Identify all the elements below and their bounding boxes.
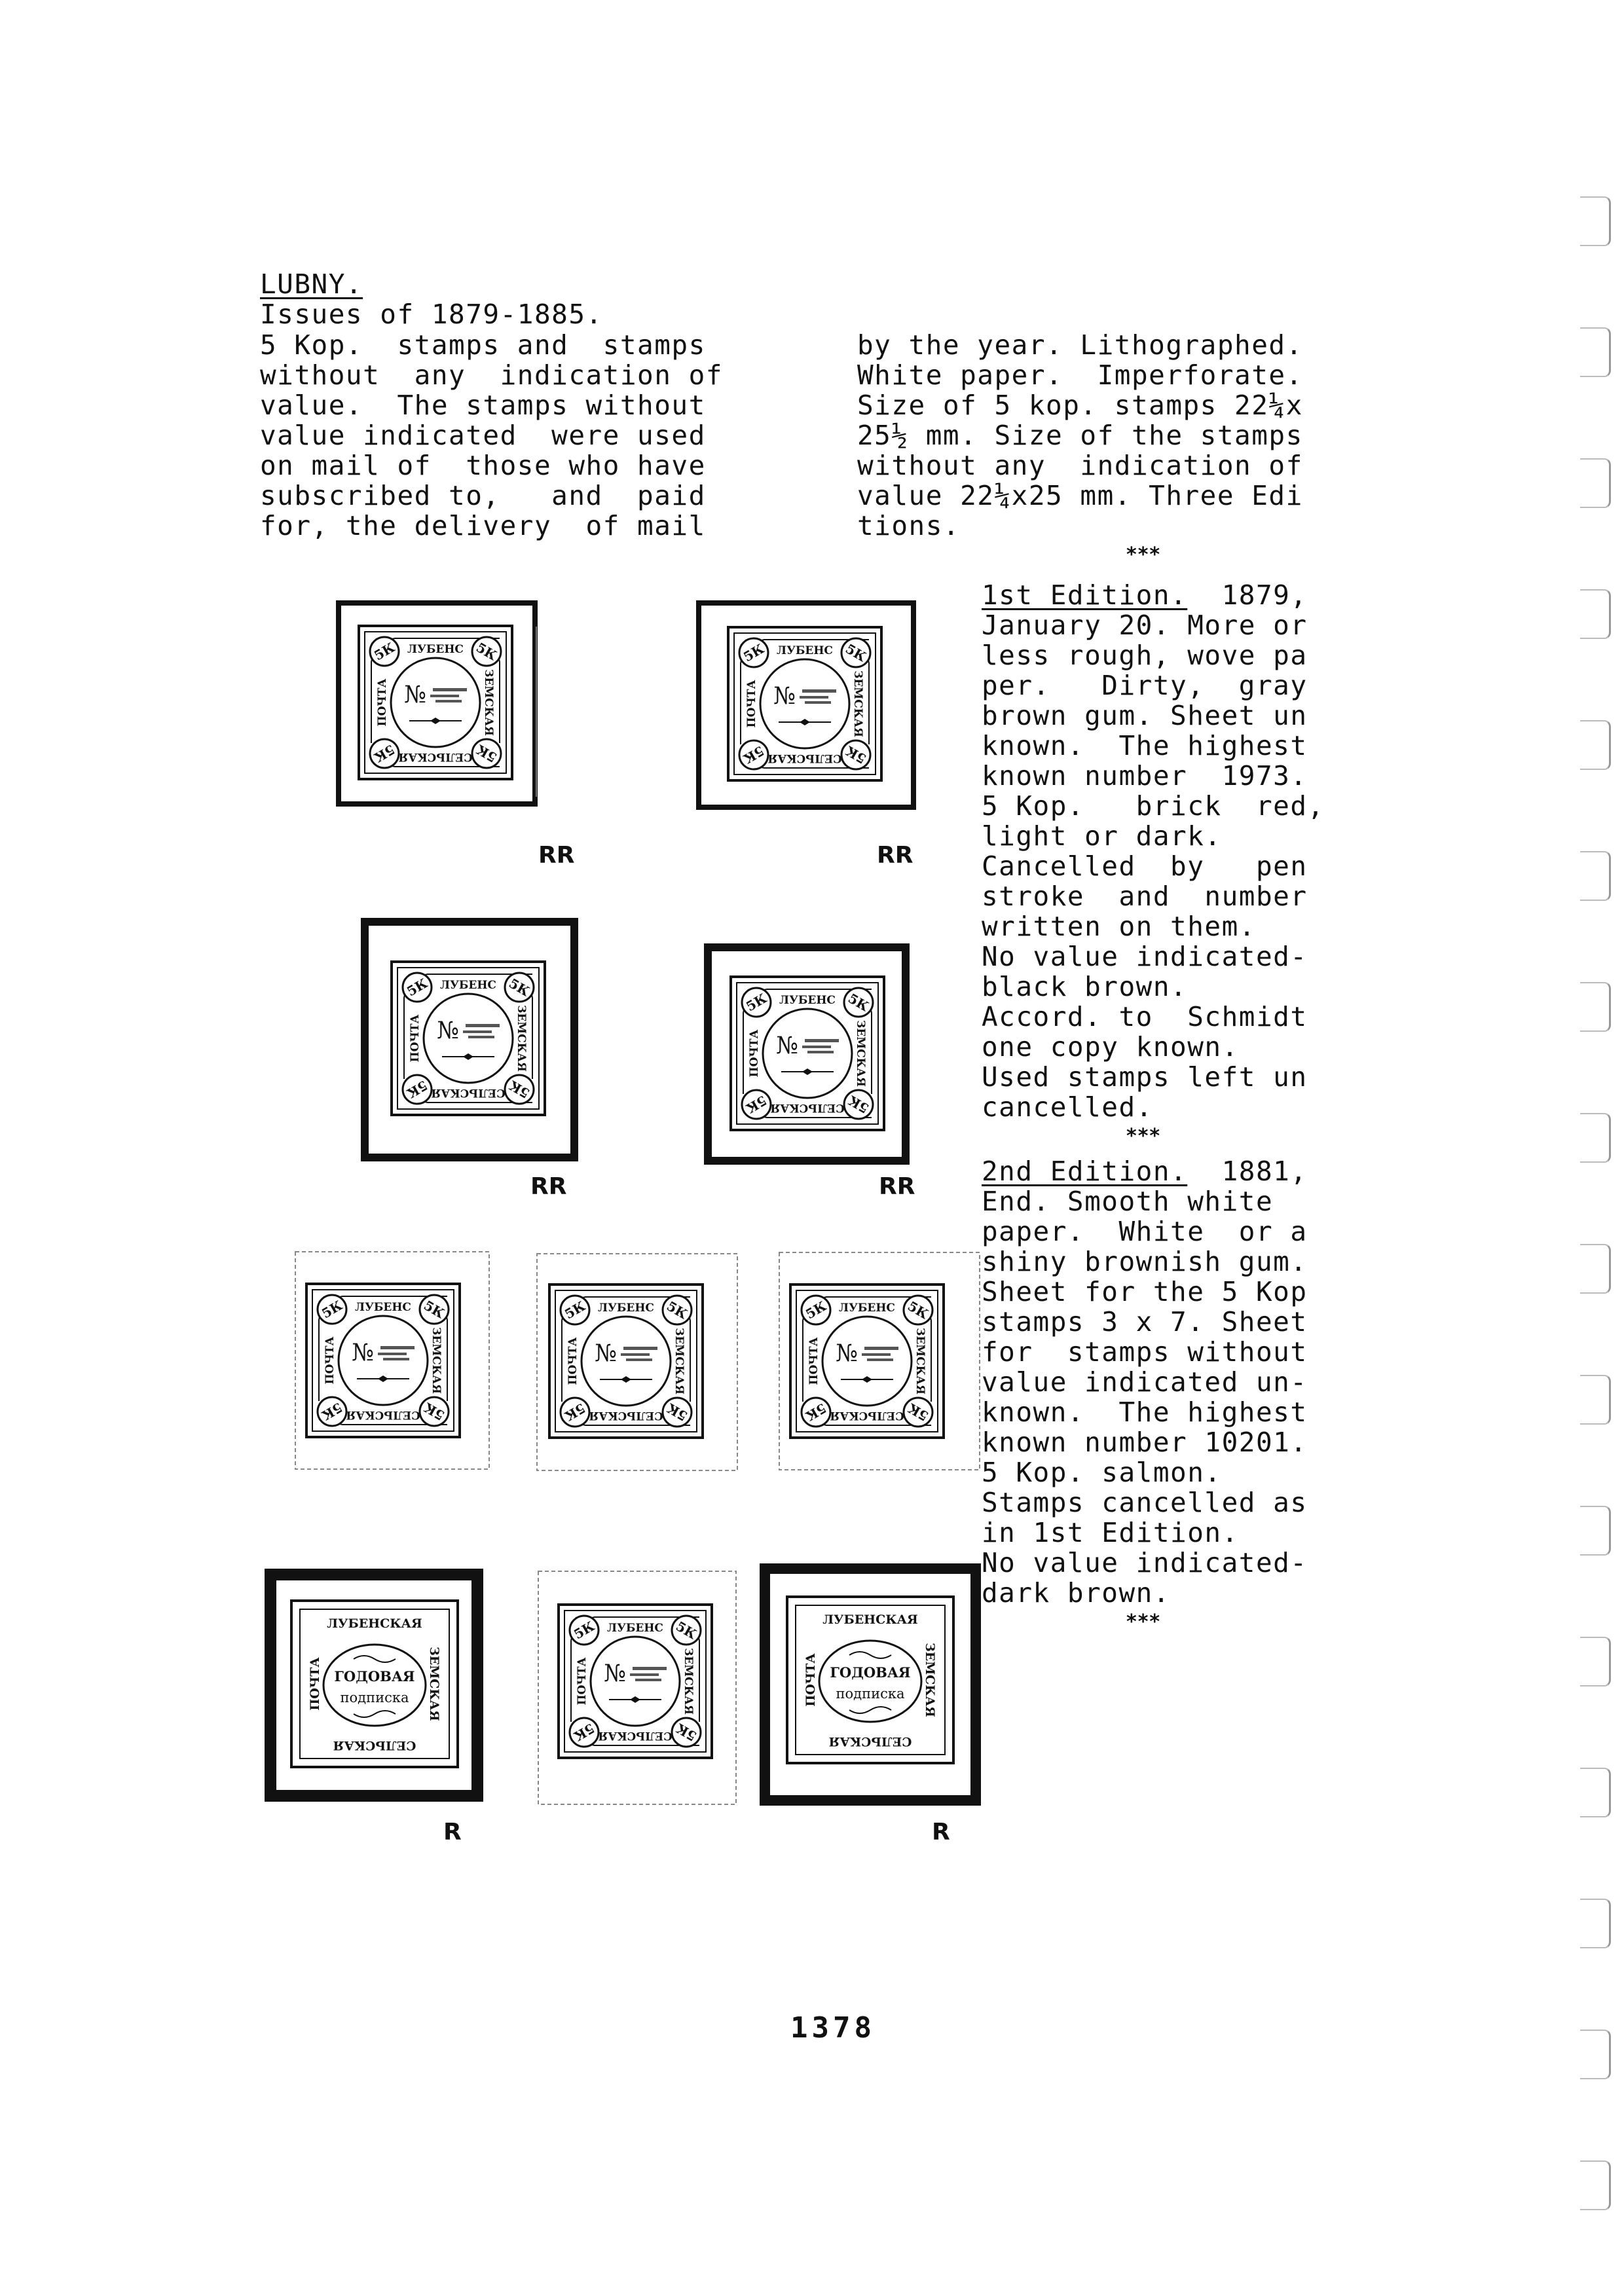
intro-left-line: on mail of those who have xyxy=(260,450,706,481)
intro-left-line: value. The stamps without xyxy=(260,390,706,421)
edition-2-line: End. Smooth white xyxy=(982,1186,1274,1217)
edition-1-line: stroke and number xyxy=(982,881,1308,912)
edition-2-line: No value indicated- xyxy=(982,1547,1308,1578)
rarity-mark: R xyxy=(443,1819,462,1846)
binding-tab xyxy=(1580,1375,1611,1425)
edition-2-line: stamps 3 x 7. Sheet xyxy=(982,1306,1308,1338)
binding-tab xyxy=(1580,1899,1611,1948)
stamp-image xyxy=(778,1251,981,1471)
binding-tab xyxy=(1580,982,1611,1032)
edition-1-title: 1st Edition. xyxy=(982,579,1188,611)
page-number: 1378 xyxy=(790,2011,876,2045)
edition-1-title-line xyxy=(982,580,1308,611)
binding-tab xyxy=(1580,1768,1611,1817)
edition-2-line: for stamps without xyxy=(982,1336,1308,1368)
rarity-mark: RR xyxy=(877,842,913,869)
intro-left-line: for, the delivery of mail xyxy=(260,510,706,541)
edition-1-line: light or dark. xyxy=(982,820,1222,852)
intro-left-line: value indicated were used xyxy=(260,420,706,451)
edition-2-line: dark brown. xyxy=(982,1577,1171,1609)
edition-1-line: 5 Kop. brick red, xyxy=(982,790,1325,822)
edition-1-line: per. Dirty, gray xyxy=(982,670,1308,701)
rarity-mark: RR xyxy=(879,1173,915,1200)
binding-tab xyxy=(1580,2030,1611,2079)
edition-1-line: cancelled. xyxy=(982,1091,1153,1123)
binding-tab xyxy=(1580,327,1611,377)
edition-1-line: one copy known. xyxy=(982,1031,1239,1063)
rarity-mark: R xyxy=(932,1819,950,1846)
stamp-image xyxy=(696,600,916,810)
binding-tab xyxy=(1580,589,1611,639)
stamp-image xyxy=(265,1569,483,1802)
edition-2-line: shiny brownish gum. xyxy=(982,1246,1308,1277)
page-heading: LUBNY. xyxy=(260,268,363,300)
edition-2-line: known number 10201. xyxy=(982,1427,1308,1458)
edition-1-line: written on them. xyxy=(982,911,1256,942)
separator: *** xyxy=(1126,1611,1162,1633)
stamp-image xyxy=(294,1250,490,1470)
edition-2-line: known. The highest xyxy=(982,1396,1308,1428)
binding-tab xyxy=(1580,1113,1611,1163)
stamp-image xyxy=(537,1570,737,1806)
stamp-image xyxy=(704,943,910,1165)
intro-left-line: 5 Kop. stamps and stamps xyxy=(260,329,706,361)
intro-left-line: without any indication of xyxy=(260,359,723,391)
intro-right-line: Size of 5 kop. stamps 22¼x xyxy=(857,390,1303,421)
edition-1-line: Cancelled by pen xyxy=(982,850,1308,882)
binding-tab xyxy=(1580,1244,1611,1294)
edition-1-line: known number 1973. xyxy=(982,760,1308,792)
edition-1-line: January 20. More or xyxy=(982,610,1308,641)
stamp-image xyxy=(336,600,538,807)
intro-right-line: tions. xyxy=(857,510,961,541)
edition-1-line: black brown. xyxy=(982,971,1188,1002)
edition-2-line: 5 Kop. salmon. xyxy=(982,1457,1222,1488)
edition-2-line: in 1st Edition. xyxy=(982,1517,1239,1548)
edition-1-line: less rough, wove pa xyxy=(982,640,1308,671)
edition-1-line: known. The highest xyxy=(982,730,1308,761)
intro-right-line: without any indication of xyxy=(857,450,1303,481)
edition-1-line: brown gum. Sheet un xyxy=(982,700,1308,731)
intro-right-line: value 22¼x25 mm. Three Edi xyxy=(857,480,1303,511)
edition-2-line: paper. White or a xyxy=(982,1216,1308,1247)
edition-2-title-line xyxy=(982,1156,1308,1187)
edition-2-year: 1881, xyxy=(1187,1156,1308,1187)
edition-2-line: value indicated un- xyxy=(982,1366,1308,1398)
binding-tab xyxy=(1580,1506,1611,1556)
binding-tab xyxy=(1580,458,1611,508)
binding-tab xyxy=(1580,851,1611,901)
binding-tab xyxy=(1580,720,1611,770)
edition-2-line: Sheet for the 5 Kop xyxy=(982,1276,1308,1307)
intro-right-line: White paper. Imperforate. xyxy=(857,359,1303,391)
edition-1-line: No value indicated- xyxy=(982,941,1308,972)
edition-2-line: Stamps cancelled as xyxy=(982,1487,1308,1518)
page-subheading: Issues of 1879-1885. xyxy=(260,299,603,330)
binding-tab xyxy=(1580,196,1611,246)
binding-tab xyxy=(1580,2160,1611,2210)
stamp-image xyxy=(361,918,578,1161)
stamp-image xyxy=(536,1252,739,1472)
intro-right-line: by the year. Lithographed. xyxy=(857,329,1303,361)
stamp-image xyxy=(760,1563,981,1806)
edition-2-title: 2nd Edition. xyxy=(982,1156,1188,1187)
intro-left-line: subscribed to, and paid xyxy=(260,480,706,511)
intro-right-line: 25½ mm. Size of the stamps xyxy=(857,420,1303,451)
rarity-mark: RR xyxy=(530,1173,567,1200)
edition-1-year: 1879, xyxy=(1187,579,1308,611)
binding-tab xyxy=(1580,1637,1611,1686)
edition-1-line: Used stamps left un xyxy=(982,1061,1308,1093)
edition-1-line: Accord. to Schmidt xyxy=(982,1001,1308,1032)
separator: *** xyxy=(1126,543,1162,566)
separator: *** xyxy=(1126,1125,1162,1148)
rarity-mark: RR xyxy=(538,842,575,869)
